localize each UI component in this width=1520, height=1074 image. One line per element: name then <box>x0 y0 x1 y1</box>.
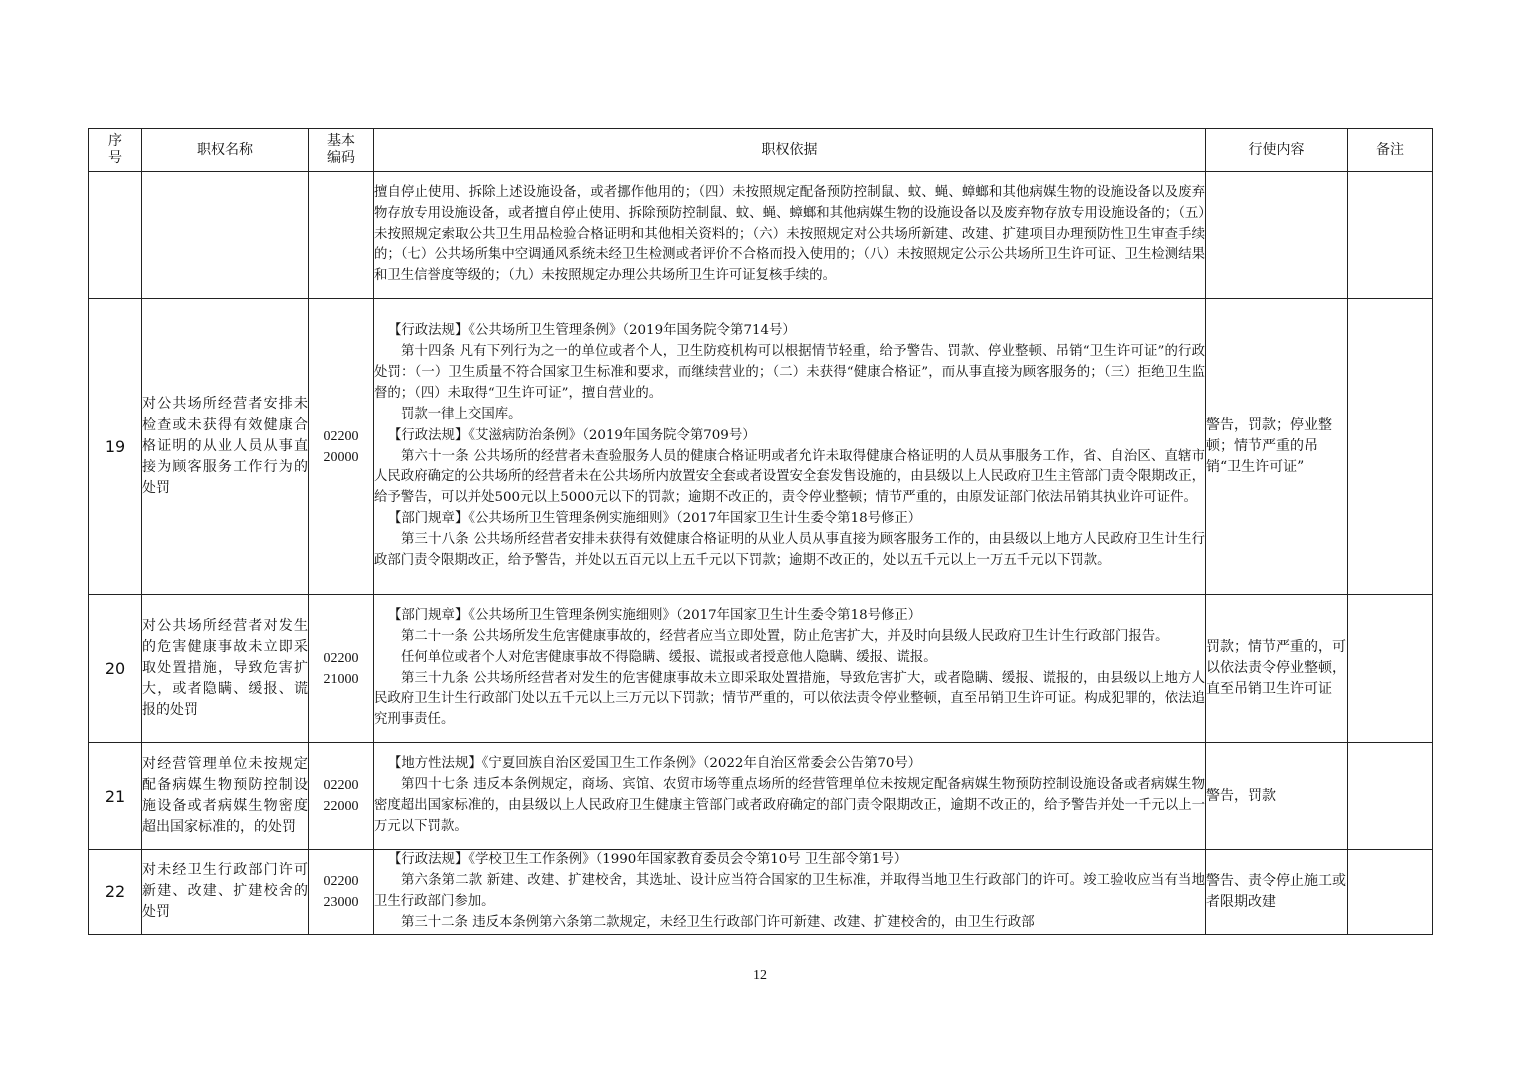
table-header-row <box>89 129 1433 172</box>
header-name: 职权名称 <box>142 129 309 172</box>
basis-paragraph: 第六条第二款 新建、改建、扩建校舍，其选址、设计应当符合国家的卫生标准，并取得当地卫生行政部门的许可。竣工验收应当有当地卫生行政部门参加。 <box>374 872 1205 909</box>
page-number: 12 <box>753 968 767 983</box>
cell-remark <box>1348 299 1433 595</box>
cell-remark <box>1348 172 1433 299</box>
cell-remark <box>1348 850 1433 935</box>
basis-paragraph: 擅自停止使用、拆除上述设施设备，或者挪作他用的；（四）未按照规定配备预防控制鼠、蚊、蝇、蟑螂和其他病媒生物的设施设备以及废弃物存放专用设施设备，或者擅自停止使用、拆除预防控制鼠、蚊、蝇、蟑螂和其他病媒生物的设施设备以及废弃物存放专用设施设备的；（五）未按照规定索取公共卫生用品检验合格证明和其他相关资料的；（六）未按照规定对公共场所新建、改建、扩建项目办理预防性卫生审查手续的；（七）公共场所集中空调通风系统未经卫生检测或者评价不合格而投入使用的；（八）未按照规定公示公共场所卫生许可证、卫生检测结果和卫生信誉度等级的；（九）未按照规定办理公共场所卫生许可证复核手续的。 <box>374 184 1205 284</box>
cell-seq: 22 <box>89 850 142 935</box>
basis-paragraph: 任何单位或者个人对危害健康事故不得隐瞒、缓报、谎报或者授意他人隐瞒、缓报、谎报。 <box>401 649 937 665</box>
cell-seq: 20 <box>89 595 142 743</box>
cell-remark <box>1348 743 1433 850</box>
header-code: 基本编码 <box>309 129 374 172</box>
basis-paragraph: 罚款一律上交国库。 <box>401 406 522 422</box>
cell-name: 对公共场所经营者安排未检查或未获得有效健康合格证明的从业人员从事直接为顾客服务工作行为的处罚 <box>142 299 309 595</box>
table-row <box>89 299 1433 595</box>
cell-basis <box>374 595 1206 743</box>
cell-basis <box>374 172 1206 299</box>
basis-heading: 【地方性法规】《宁夏回族自治区爱国卫生工作条例》（2022年自治区常委会公告第70号） <box>388 756 922 772</box>
cell-code <box>309 172 374 299</box>
basis-heading: 【行政法规】《学校卫生工作条例》（1990年国家教育委员会令第10号 卫生部令第1号） <box>388 852 908 867</box>
cell-content: 警告，罚款；停业整顿；情节严重的吊销“卫生许可证” <box>1206 299 1348 595</box>
cell-name: 对公共场所经营者对发生的危害健康事故未立即采取处置措施，导致危害扩大，或者隐瞒、缓报、谎报的处罚 <box>142 595 309 743</box>
cell-seq: 21 <box>89 743 142 850</box>
cell-name: 对经营管理单位未按规定配备病媒生物预防控制设施设备或者病媒生物密度超出国家标准的，的处罚 <box>142 743 309 850</box>
cell-content: 罚款；情节严重的，可以依法责令停业整顿，直至吊销卫生许可证 <box>1206 595 1348 743</box>
cell-code: 02200 23000 <box>309 850 374 935</box>
table-row-continuation <box>89 172 1433 299</box>
cell-content: 警告，罚款 <box>1206 743 1348 850</box>
basis-paragraph: 第六十一条 公共场所的经营者未查验服务人员的健康合格证明或者允许未取得健康合格证明的人员从事服务工作，省、自治区、直辖市人民政府确定的公共场所的经营者未在公共场所内放置安全套或者设置安全套发售设施的，由县级以上人民政府卫生主管部门责令限期改正，给予警告，可以并处500元以上5000元以下的罚款；逾期不改正的，责令停业整顿；情节严重的，由原发证部门依法吊销其执业许可证件。 <box>374 448 1205 506</box>
basis-heading: 【部门规章】《公共场所卫生管理条例实施细则》（2017年国家卫生计生委令第18号修正） <box>388 511 922 527</box>
basis-heading: 【行政法规】《艾滋病防治条例》（2019年国务院令第709号） <box>388 427 756 443</box>
basis-paragraph: 第二十一条 公共场所发生危害健康事故的，经营者应当立即处置，防止危害扩大，并及时向县级人民政府卫生计生行政部门报告。 <box>401 628 1169 644</box>
header-content: 行使内容 <box>1206 129 1348 172</box>
cell-seq <box>89 172 142 299</box>
header-basis: 职权依据 <box>374 129 1206 172</box>
cell-remark <box>1348 595 1433 743</box>
header-remark: 备注 <box>1348 129 1433 172</box>
table-row <box>89 850 1433 935</box>
basis-heading: 【部门规章】《公共场所卫生管理条例实施细则》（2017年国家卫生计生委令第18号修正） <box>388 607 922 623</box>
authority-table <box>88 128 1433 935</box>
cell-code: 02200 21000 <box>309 595 374 743</box>
basis-heading: 【行政法规】《公共场所卫生管理条例》（2019年国务院令第714号） <box>388 323 796 339</box>
basis-paragraph: 第三十二条 违反本条例第六条第二款规定，未经卫生行政部门许可新建、改建、扩建校舍的，由卫生行政部 <box>401 914 1035 930</box>
cell-code: 02200 22000 <box>309 743 374 850</box>
basis-paragraph: 第四十七条 违反本条例规定，商场、宾馆、农贸市场等重点场所的经营管理单位未按规定配备病媒生物预防控制设施设备或者病媒生物密度超出国家标准的，由县级以上人民政府卫生健康主管部门或者政府确定的部门责令限期改正，逾期不改正的，给予警告并处一千元以上一万元以下罚款。 <box>374 777 1205 834</box>
table-row <box>89 743 1433 850</box>
cell-name: 对未经卫生行政部门许可新建、改建、扩建校舍的处罚 <box>142 850 309 935</box>
basis-paragraph: 第十四条 凡有下列行为之一的单位或者个人，卫生防疫机构可以根据情节轻重，给予警告、罚款、停业整顿、吊销“卫生许可证”的行政处罚：（一）卫生质量不符合国家卫生标准和要求，而继续营业的；（二）未获得“健康合格证”，而从事直接为顾客服务的；（三）拒绝卫生监督的；（四）未取得“卫生许可证”，擅自营业的。 <box>374 343 1205 401</box>
table-row <box>89 595 1433 743</box>
cell-name <box>142 172 309 299</box>
header-seq: 序号 <box>89 129 142 172</box>
cell-content <box>1206 172 1348 299</box>
cell-content: 警告、责令停止施工或者限期改建 <box>1206 850 1348 935</box>
cell-code: 02200 20000 <box>309 299 374 595</box>
basis-paragraph: 第三十八条 公共场所经营者安排未获得有效健康合格证明的从业人员从事直接为顾客服务工作的，由县级以上地方人民政府卫生计生行政部门责令限期改正，给予警告，并处以五百元以上五千元以下罚款；逾期不改正的，处以五千元以上一万五千元以下罚款。 <box>374 532 1205 569</box>
cell-basis <box>374 743 1206 850</box>
cell-basis <box>374 850 1206 935</box>
basis-paragraph: 第三十九条 公共场所经营者对发生的危害健康事故未立即采取处置措施，导致危害扩大，或者隐瞒、缓报、谎报的，由县级以上地方人民政府卫生计生行政部门处以五千元以上三万元以下罚款；情节严重的，可以依法责令停业整顿，直至吊销卫生许可证。构成犯罪的，依法追究刑事责任。 <box>374 670 1205 728</box>
cell-seq: 19 <box>89 299 142 595</box>
cell-basis <box>374 299 1206 595</box>
